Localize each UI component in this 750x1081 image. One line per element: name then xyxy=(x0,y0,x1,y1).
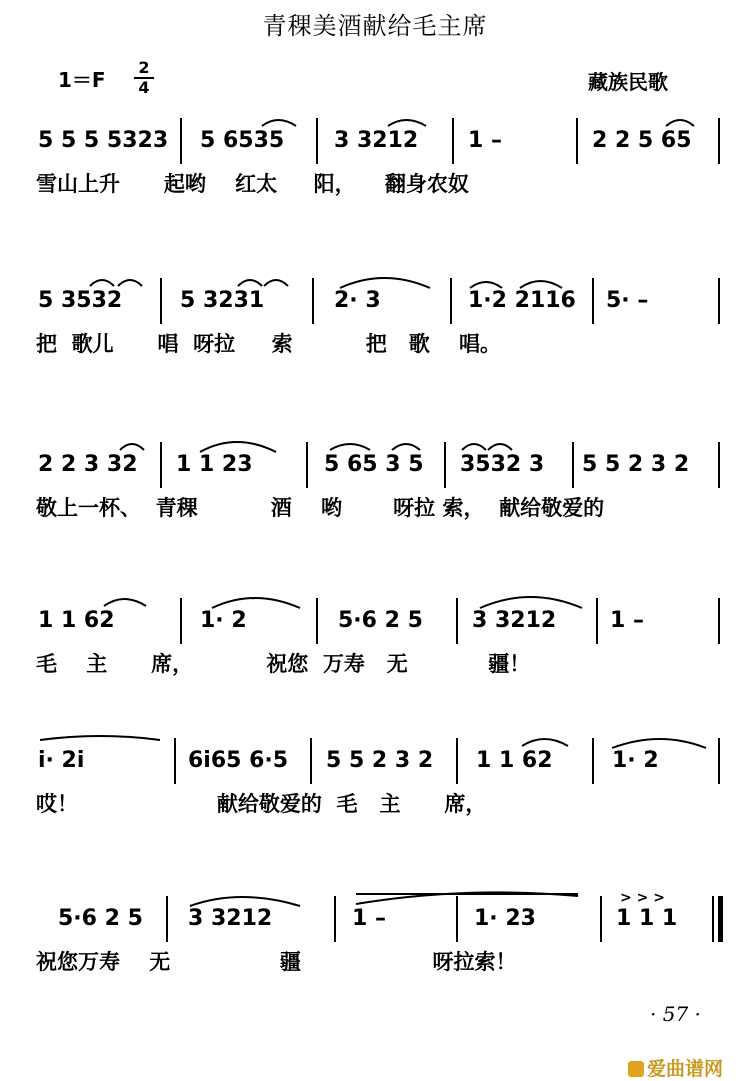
lyrics-line: 把 歌儿 唱 呀拉 索 把 歌 唱。 xyxy=(36,332,501,356)
measure: 2· 3 xyxy=(334,288,381,313)
measure: 5·6 2 5 xyxy=(338,608,423,633)
measure: 3 3212 xyxy=(188,906,273,931)
score-system-3 xyxy=(0,434,750,594)
measure: 5 5 2 3 2 xyxy=(326,748,434,773)
measure: 1 1 62 xyxy=(38,608,115,633)
measure: 5·6 2 5 xyxy=(58,906,143,931)
measure: 5 5 5 5323 xyxy=(38,128,169,153)
measure: 2 2 5 65 xyxy=(592,128,692,153)
measure: 1 – xyxy=(468,128,502,153)
score-system-5 xyxy=(0,730,750,890)
music-note-icon xyxy=(628,1061,644,1077)
measure: 1 1 23 xyxy=(176,452,253,477)
watermark-text: 爱曲谱网 xyxy=(647,1058,724,1080)
lyrics-line: 敬上一杯、 青稞 酒 哟 呀拉 索， 献给敬爱的 xyxy=(36,496,605,520)
score-system-4 xyxy=(0,590,750,750)
lyrics-line: 毛 主 席， 祝您 万寿 无 疆！ xyxy=(36,652,531,676)
time-signature xyxy=(134,60,154,96)
measure: 1· 2 xyxy=(612,748,659,773)
measure: 5 5 2 3 2 xyxy=(582,452,690,477)
measure: 5 3231 xyxy=(180,288,265,313)
measure: 1·2 2116 xyxy=(468,288,576,313)
measure: 1 1 1 xyxy=(616,906,678,931)
measure: 3 3212 xyxy=(472,608,557,633)
lyrics-line: 雪山上升 起哟 红太 阳， 翻身农奴 xyxy=(36,172,469,196)
measure: 1· 23 xyxy=(474,906,536,931)
meter-top: 2 xyxy=(138,58,150,77)
measure: 1· 2 xyxy=(200,608,247,633)
measure: 2 2 3 32 xyxy=(38,452,138,477)
song-title: 青稞美酒献给毛主席 xyxy=(262,12,488,40)
lyrics-line: 哎！ 献给敬爱的 毛 主 席， xyxy=(36,792,487,816)
measure: i· 2i xyxy=(38,748,85,773)
measure: 6i65 6·5 xyxy=(188,748,289,773)
measure: 5 6535 xyxy=(200,128,285,153)
key-signature: 1＝F xyxy=(58,68,106,92)
song-origin: 藏族民歌 xyxy=(588,70,668,94)
page-number: · 57 · xyxy=(650,1002,701,1026)
score-system-1 xyxy=(0,110,750,270)
measure: 1 – xyxy=(352,906,386,931)
measure: 1 – xyxy=(610,608,644,633)
lyrics-line: 祝您万寿 无 疆 呀拉索！ xyxy=(36,950,517,974)
measure: 1 1 62 xyxy=(476,748,553,773)
measure: 5 65 3 5 xyxy=(324,452,424,477)
meter-bottom: 4 xyxy=(138,78,150,97)
measure: 3 3212 xyxy=(334,128,419,153)
score-system-6 xyxy=(0,888,750,1048)
measure: 3532 3 xyxy=(460,452,545,477)
measure: 5· – xyxy=(606,288,649,313)
watermark xyxy=(628,1054,723,1081)
score-system-2 xyxy=(0,270,750,430)
svg-text:> > >: > > > xyxy=(620,890,665,906)
measure: 5 3532 xyxy=(38,288,123,313)
